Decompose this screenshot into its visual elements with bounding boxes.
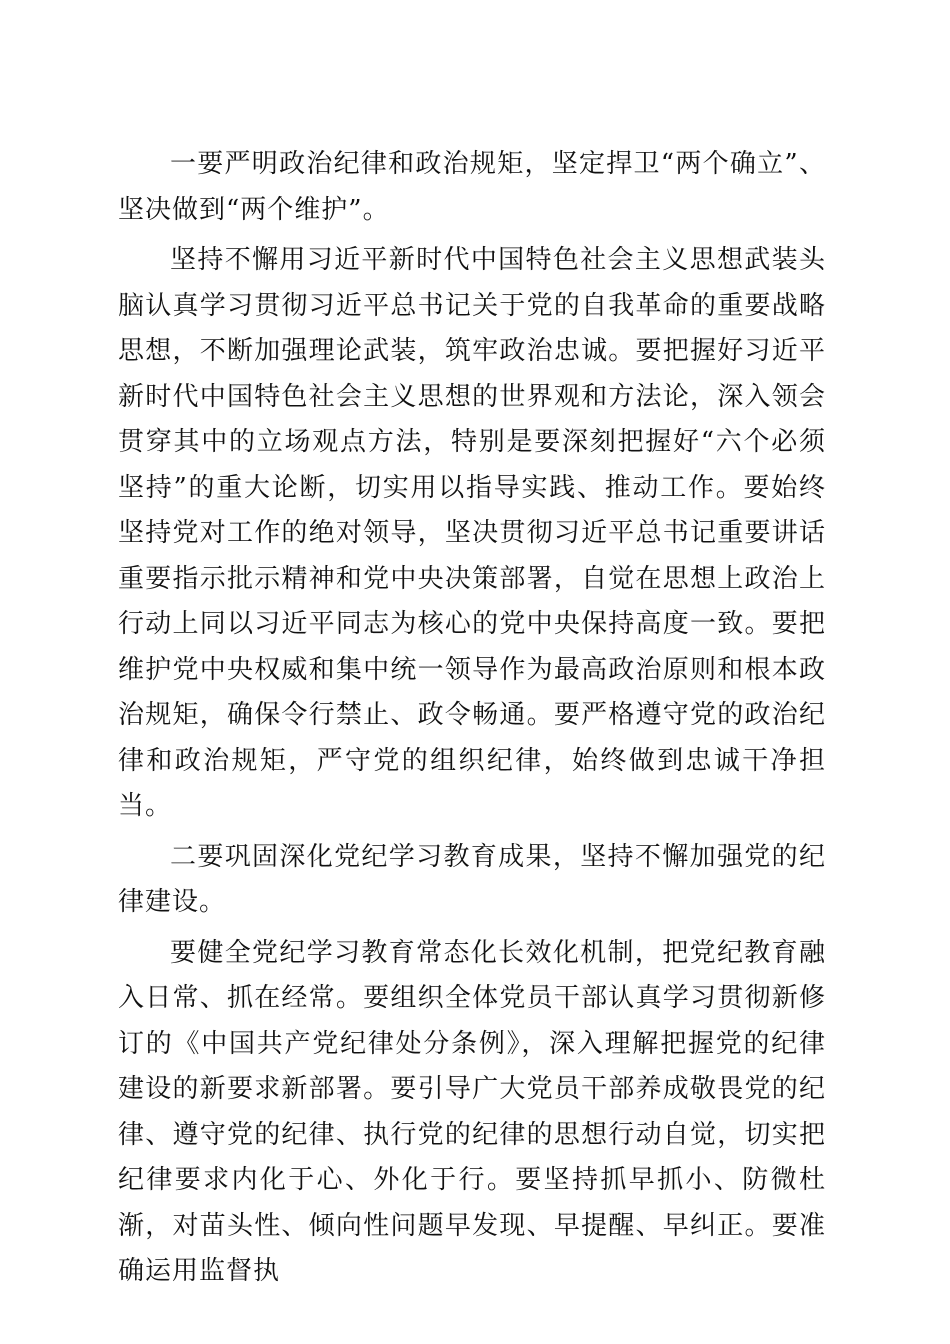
paragraph-body-two: 要健全党纪学习教育常态化长效化机制，把党纪教育融入日常、抓在经常。要组织全体党员干部认真学习贯彻新修订的《中国共产党纪律处分条例》，深入理解把握党的纪律建设的新要求新部署。要引导广大党员干部养成敬畏党的纪律、遵守党的纪律、执行党的纪律的思想行动自觉，切实把纪律要求内化于心、外化于行。要坚持抓早抓小、防微杜渐，对苗头性、倾向性问题早发现、早提醒、早纠正。要准确运用监督执 [118,937,826,1286]
document-body [118,142,826,1300]
paragraph-heading-two: 二要巩固深化党纪学习教育成果，坚持不懈加强党的纪律建设。 [118,841,826,917]
paragraph-body-one: 坚持不懈用习近平新时代中国特色社会主义思想武装头脑认真学习贯彻习近平总书记关于党的自我革命的重要战略思想，不断加强理论武装，筑牢政治忠诚。要把握好习近平新时代中国特色社会主义思想的世界观和方法论，深入领会贯穿其中的立场观点方法，特别是要深刻把握好“六个必须坚持”的重大论断，切实用以指导实践、推动工作。要始终坚持党对工作的绝对领导，坚决贯彻习近平总书记重要讲话重要指示批示精神和党中央决策部署，自觉在思想上政治上行动上同以习近平同志为核心的党中央保持高度一致。要把维护党中央权威和集中统一领导作为最高政治原则和根本政治规矩，确保令行禁止、政令畅通。要严格遵守党的政治纪律和政治规矩，严守党的组织纪律，始终做到忠诚干净担当。 [118,245,826,821]
paragraph-heading-one: 一要严明政治纪律和政治规矩，坚定捍卫“两个确立”、坚决做到“两个维护”。 [118,149,826,225]
